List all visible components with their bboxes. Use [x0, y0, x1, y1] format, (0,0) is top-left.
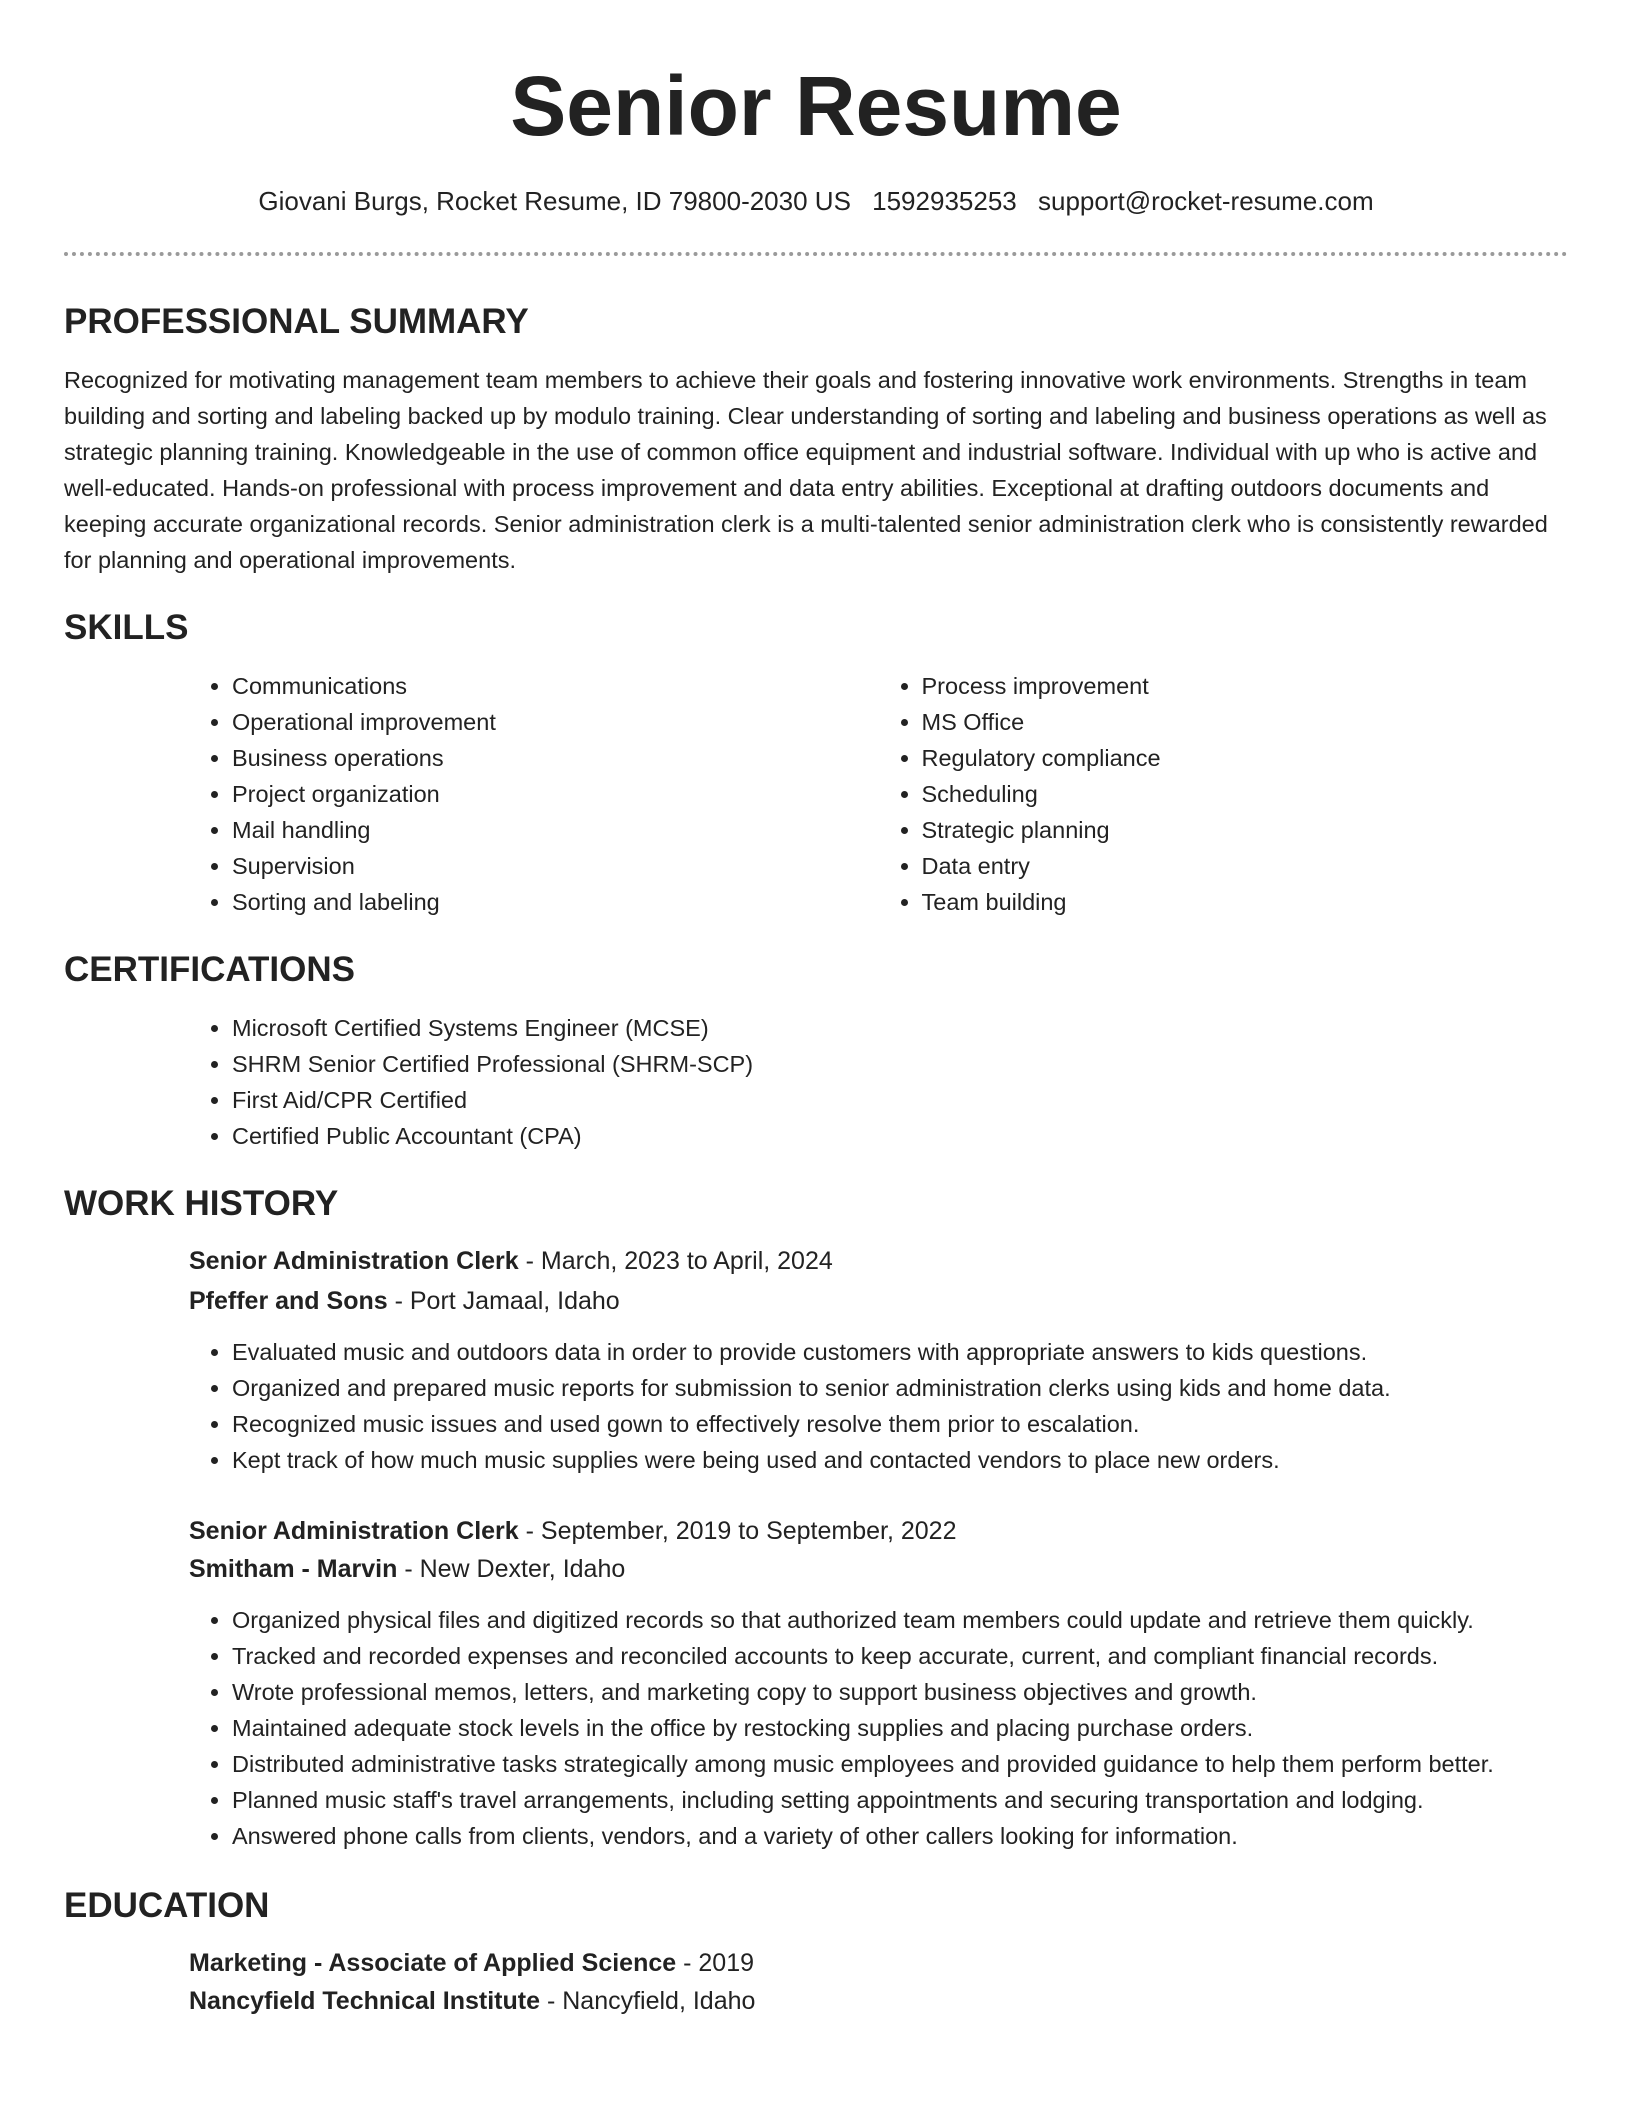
section-heading-skills: SKILLS	[64, 608, 189, 647]
education-degree-line	[189, 1944, 1568, 1982]
education-location: - Nancyfield, Idaho	[540, 1987, 756, 2015]
list-item: • Project organization	[232, 776, 879, 812]
page-title: Senior Resume	[510, 59, 1122, 153]
contact-line	[64, 184, 1568, 218]
job-company: Pfeffer and Sons	[189, 1287, 388, 1315]
list-item: • Sorting and labeling	[232, 884, 879, 920]
job-bullets	[189, 1602, 1568, 1854]
job-company-line	[189, 1282, 1568, 1320]
job-location: - Port Jamaal, Idaho	[387, 1287, 620, 1315]
list-item: • Answered phone calls from clients, vendors, and a variety of other callers looking for information.	[232, 1818, 1568, 1854]
list-item: • Regulatory compliance	[922, 740, 1569, 776]
job-title-line	[189, 1242, 1568, 1280]
job-title: Senior Administration Clerk	[189, 1247, 519, 1275]
list-item: • MS Office	[922, 704, 1569, 740]
section-heading-education: EDUCATION	[64, 1886, 270, 1925]
list-item: • SHRM Senior Certified Professional (SHRM-SCP)	[232, 1046, 1568, 1082]
section-heading-work-history: WORK HISTORY	[64, 1184, 339, 1223]
contact-address: Giovani Burgs, Rocket Resume, ID 79800-2030 US	[258, 186, 851, 216]
skills-list	[189, 668, 1568, 920]
contact-phone: 1592935253	[872, 186, 1017, 216]
list-item: • Organized and prepared music reports for submission to senior administration clerks using kids and home data.	[232, 1370, 1568, 1406]
job-location: - New Dexter, Idaho	[397, 1555, 626, 1583]
skills-column-right	[879, 668, 1569, 920]
header-divider	[64, 252, 1568, 256]
list-item: • Team building	[922, 884, 1569, 920]
list-item: • Operational improvement	[232, 704, 879, 740]
list-item: • Maintained adequate stock levels in the office by restocking supplies and placing purchase orders.	[232, 1710, 1568, 1746]
list-item: • Microsoft Certified Systems Engineer (MCSE)	[232, 1010, 1568, 1046]
education-entry	[189, 1944, 1568, 2020]
list-item: • Mail handling	[232, 812, 879, 848]
list-item: • Supervision	[232, 848, 879, 884]
list-item: • Distributed administrative tasks strategically among music employees and provided guidance to help them perform better.	[232, 1746, 1568, 1782]
list-item: • Scheduling	[922, 776, 1569, 812]
list-item: • First Aid/CPR Certified	[232, 1082, 1568, 1118]
list-item: • Kept track of how much music supplies were being used and contacted vendors to place new orders.	[232, 1442, 1568, 1478]
job-title: Senior Administration Clerk	[189, 1517, 519, 1545]
section-heading-certifications: CERTIFICATIONS	[64, 950, 356, 989]
education-school-line	[189, 1982, 1568, 2020]
job-entry	[189, 1512, 1568, 1854]
list-item: • Wrote professional memos, letters, and marketing copy to support business objectives and growth.	[232, 1674, 1568, 1710]
job-entry	[189, 1242, 1568, 1478]
list-item: • Organized physical files and digitized records so that authorized team members could update and retrieve them quickly.	[232, 1602, 1568, 1638]
list-item: • Communications	[232, 668, 879, 704]
job-company: Smitham - Marvin	[189, 1555, 398, 1583]
list-item: • Certified Public Accountant (CPA)	[232, 1118, 1568, 1154]
list-item: • Process improvement	[922, 668, 1569, 704]
list-item: • Strategic planning	[922, 812, 1569, 848]
summary-text: Recognized for motivating management team members to achieve their goals and fostering innovative work environments. Strengths in team building and sorting and labeling backed up by modulo training. Clear understanding of sorting and labeling and business operations as well as strategic planning training. Knowledgeable in the use of common office equipment and industrial software. Individual with up who is active and well-educated. Hands-on professional with process improvement and data entry abilities. Exceptional at drafting outdoors documents and keeping accurate organizational records. Senior administration clerk is a multi-talented senior administration clerk who is consistently rewarded for planning and operational improvements.	[64, 367, 1548, 573]
list-item: • Data entry	[922, 848, 1569, 884]
list-item: • Planned music staff's travel arrangements, including setting appointments and securing transportation and lodging.	[232, 1782, 1568, 1818]
skills-column-left	[189, 668, 879, 920]
education-year: - 2019	[676, 1949, 755, 1977]
job-dates: - March, 2023 to April, 2024	[518, 1247, 833, 1275]
job-dates: - September, 2019 to September, 2022	[518, 1517, 957, 1545]
education-school: Nancyfield Technical Institute	[189, 1987, 541, 2015]
list-item: • Evaluated music and outdoors data in order to provide customers with appropriate answers to kids questions.	[232, 1334, 1568, 1370]
list-item: • Tracked and recorded expenses and reconciled accounts to keep accurate, current, and compliant financial records.	[232, 1638, 1568, 1674]
contact-email: support@rocket-resume.com	[1037, 186, 1374, 216]
education-degree: Marketing - Associate of Applied Science	[189, 1949, 677, 1977]
list-item: • Business operations	[232, 740, 879, 776]
job-title-line	[189, 1512, 1568, 1550]
section-heading-summary: PROFESSIONAL SUMMARY	[64, 302, 529, 341]
certifications-list	[189, 1010, 1568, 1154]
list-item: • Recognized music issues and used gown to effectively resolve them prior to escalation.	[232, 1406, 1568, 1442]
job-company-line	[189, 1550, 1568, 1588]
job-bullets	[189, 1334, 1568, 1478]
